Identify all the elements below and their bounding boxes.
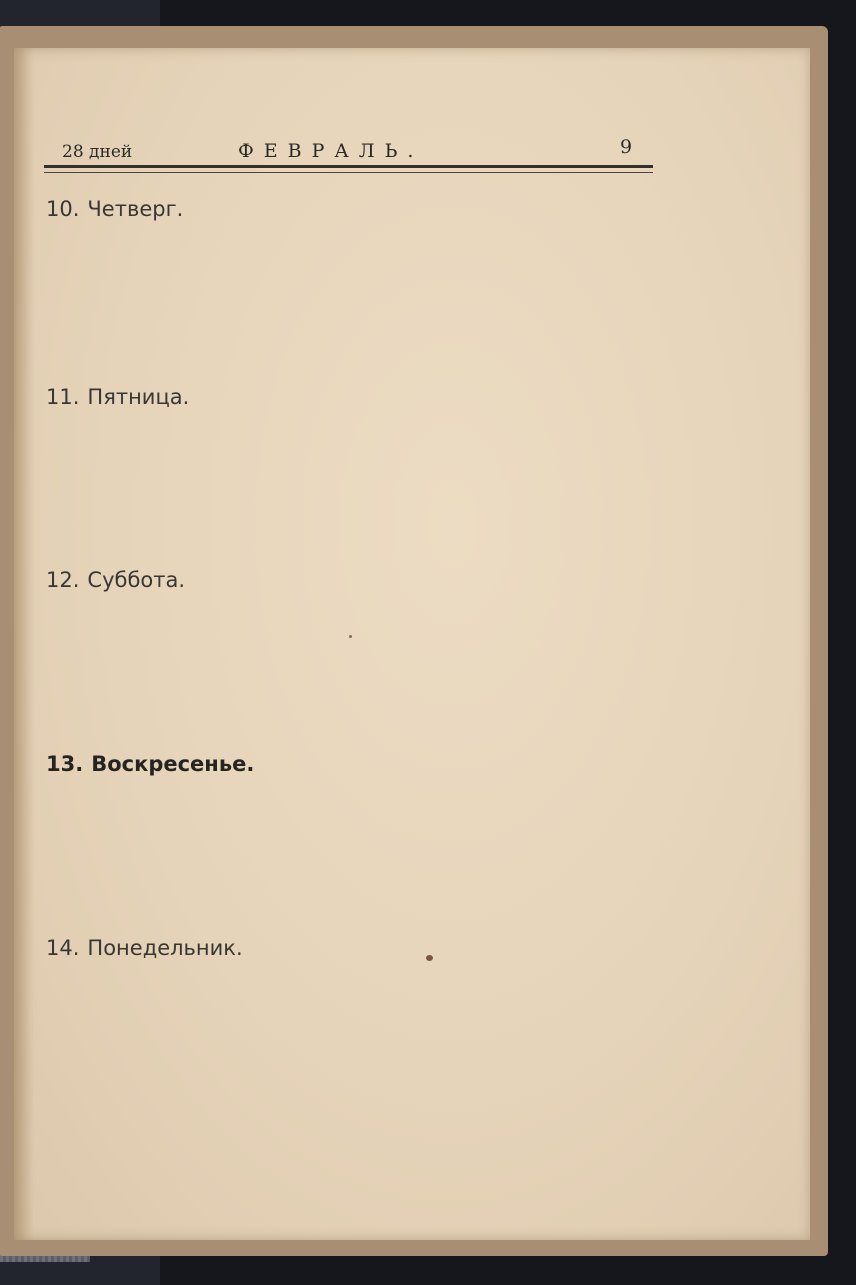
days-in-month-label: 28 дней: [62, 142, 133, 162]
paper-speck: [426, 955, 433, 961]
day-number: 14.: [46, 936, 80, 960]
page-header: [44, 132, 654, 166]
diary-page: [14, 48, 810, 1240]
page-gutter-shadow: [14, 48, 34, 1240]
page-number: 9: [620, 136, 633, 158]
day-entry-13: [46, 752, 254, 776]
day-number: 13.: [46, 752, 84, 776]
day-entry-14: [46, 936, 243, 960]
weekday-label: Понедельник.: [87, 936, 243, 960]
day-entry-11: [46, 385, 189, 409]
weekday-label: Четверг.: [87, 197, 184, 221]
weekday-label: Пятница.: [87, 385, 190, 409]
month-title: ФЕВРАЛЬ.: [238, 140, 424, 162]
paper-speck: [349, 635, 352, 638]
day-entry-12: [46, 568, 185, 592]
day-number: 10.: [46, 197, 80, 221]
day-number: 11.: [46, 385, 80, 409]
header-rule-thick: [44, 165, 653, 168]
day-entry-10: [46, 197, 183, 221]
weekday-label: Суббота.: [87, 568, 186, 592]
day-number: 12.: [46, 568, 80, 592]
weekday-label: Воскресенье.: [91, 752, 255, 776]
header-rule-thin: [44, 172, 653, 173]
